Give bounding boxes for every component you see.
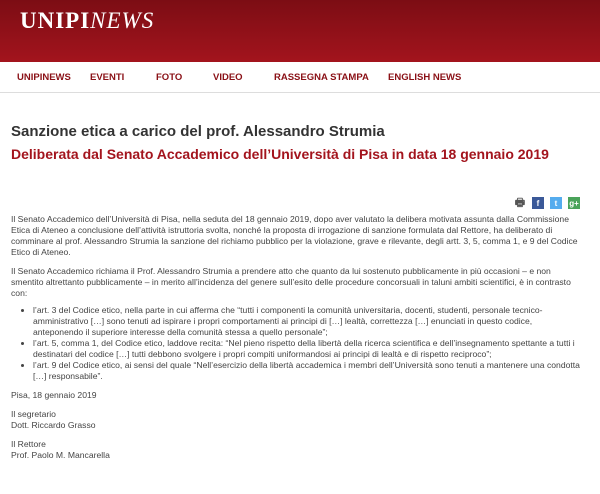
nav-unipinews[interactable]: UNIPINEWS [17, 71, 71, 83]
facebook-icon[interactable]: f [532, 197, 544, 209]
article-paragraph-1: Il Senato Accademico dell’Università di Pisa, nella seduta del 18 gennaio 2019, dopo aver valutato la delibera motivata assunta dalla Commissione Etica di Ateneo a conclusione dell’attività istruttoria svolta, nonché la proposta di irrogazione di sanzione formulata dal Rettore, ha deliberato di comminare al prof. Alessandro Strumia la sanzione del richiamo pubblico per la violazione, grave e rilevante, degli artt. 3, 5, comma 1, e 9 del Codice Etico di Ateneo. [11, 214, 578, 257]
secretary-role: Il segretario [11, 409, 56, 419]
share-bar [11, 196, 584, 210]
print-icon[interactable]: 🖶 [514, 196, 526, 209]
article-title: Sanzione etica a carico del prof. Alessandro Strumia [11, 123, 385, 140]
google-plus-icon[interactable]: g+ [569, 198, 579, 208]
logo-italic: NEWS [90, 8, 155, 33]
list-item: • l’art. 9 del Codice etico, ai sensi del quale “Nell’esercizio della libertà accademica i membri dell’Università sono tenuti a mantenere una condotta […] responsabile”. [33, 360, 584, 382]
article-subtitle: Deliberata dal Senato Accademico dell’Università di Pisa in data 18 gennaio 2019 [11, 146, 549, 162]
site-logo[interactable] [20, 8, 154, 34]
site-header [0, 0, 600, 62]
nav-video[interactable]: VIDEO [213, 71, 243, 83]
rector-name: Prof. Paolo M. Mancarella [11, 450, 110, 460]
twitter-icon[interactable]: t [550, 197, 562, 209]
nav-foto[interactable]: FOTO [156, 71, 183, 83]
article-paragraph-2: Il Senato Accademico richiama il Prof. Alessandro Strumia a prendere atto che quanto da lui sostenuto pubblicamente in più occasioni – e non smentito altrettanto pubblicamente – in merito all’incidenza del genere sull’esito delle procedure concorsuali in taluni ambiti scientifici, è in contrasto con: [11, 266, 571, 298]
article-bullet-list [11, 305, 584, 382]
nav-rassegna-stampa[interactable]: RASSEGNA STAMPA [274, 71, 369, 83]
list-item: • l’art. 5, comma 1, del Codice etico, laddove recita: “Nel pieno rispetto della libertà della ricerca scientifica e dell’insegnamento spettante a tutti i destinatari del codice […] tutti debbono svolgere i propri compiti uniformandosi ai principi di lealtà e di rispetto reciproco”; [33, 338, 584, 360]
article [0, 123, 600, 461]
article-date: Pisa, 18 gennaio 2019 [11, 390, 97, 400]
nav-eventi[interactable]: EVENTI [90, 71, 125, 83]
secretary-name: Dott. Riccardo Grasso [11, 420, 96, 430]
logo-bold: UNIPI [20, 8, 91, 33]
list-item: • l’art. 3 del Codice etico, nella parte in cui afferma che “tutti i componenti la comunità universitaria, docenti, studenti, personale tecnico-amministrativo […] sono tenuti ad ispirare i propri comportamenti ai principi di […] lealtà, correttezza […] enunciati in questo codice, anteponendo il superiore interesse della comunità stessa a quello personale”; [33, 305, 584, 338]
rector-role: Il Rettore [11, 439, 46, 449]
nav-english-news[interactable]: ENGLISH NEWS [388, 71, 462, 83]
main-nav [0, 62, 600, 93]
